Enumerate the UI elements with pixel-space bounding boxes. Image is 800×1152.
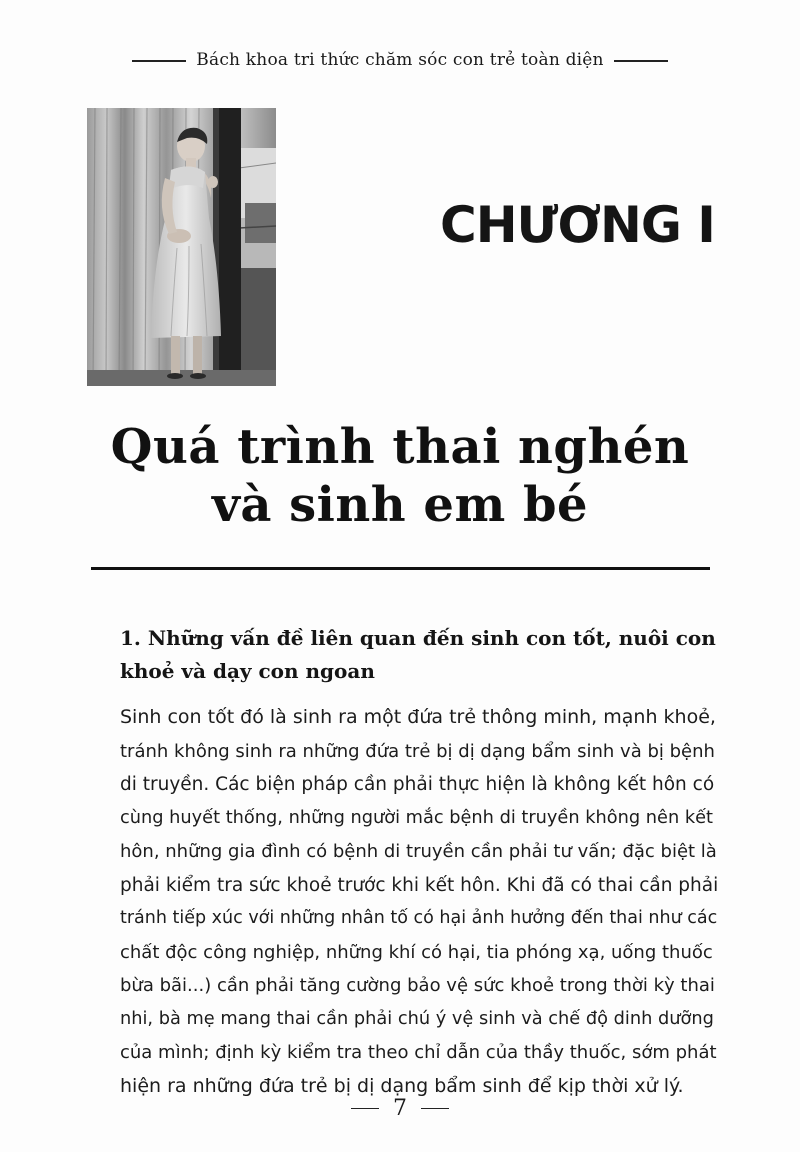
- body-line: di truyền. Các biện pháp cần phải thực hiện là không kết hôn có: [120, 774, 715, 795]
- chapter-heading: CHƯƠNG I: [440, 196, 715, 254]
- body-line: phải kiểm tra sức khoẻ trước khi kết hôn. Khi đã có thai cần phải: [120, 874, 719, 896]
- header-rule-left: [132, 60, 186, 62]
- chapter-title-line-2: và sinh em bé: [211, 477, 589, 533]
- pregnant-woman-photo: [87, 108, 276, 386]
- title-divider: [91, 567, 710, 570]
- body-line: cùng huyết thống, những người mắc bệnh di truyền không nên kết: [120, 807, 714, 828]
- body-line: hiện ra những đứa trẻ bị dị dạng bẩm sinh để kịp thời xử lý.: [120, 1074, 684, 1097]
- chapter-title-line-1: Quá trình thai nghén: [110, 419, 690, 475]
- body-paragraph: [120, 701, 720, 1103]
- body-line: chất độc công nghiệp, những khí có hại, tia phóng xạ, uống thuốc: [120, 941, 713, 963]
- page-number-dash-left: [351, 1108, 379, 1110]
- header-rule-right: [614, 60, 668, 62]
- body-line: nhi, bà mẹ mang thai cần phải chú ý vệ sinh và chế độ dinh dưỡng: [120, 1008, 714, 1029]
- body-line: Sinh con tốt đó là sinh ra một đứa trẻ thông minh, mạnh khoẻ,: [120, 706, 716, 728]
- chapter-title: [0, 418, 800, 534]
- page-number: 7: [393, 1096, 407, 1121]
- body-line: tránh không sinh ra những đứa trẻ bị dị dạng bẩm sinh và bị bệnh: [120, 740, 715, 762]
- section-heading: [120, 622, 720, 688]
- page-number-dash-right: [421, 1108, 449, 1110]
- body-line: của mình; định kỳ kiểm tra theo chỉ dẫn của thầy thuốc, sớm phát: [120, 1042, 717, 1063]
- section-heading-line-2: khoẻ và dạy con ngoan: [120, 659, 375, 683]
- page-footer: [0, 1096, 800, 1121]
- section-heading-line-1: 1. Những vấn đề liên quan đến sinh con tốt, nuôi con: [120, 626, 716, 650]
- body-line: tránh tiếp xúc với những nhân tố có hại ảnh hưởng đến thai như các: [120, 908, 718, 928]
- body-line: hôn, những gia đình có bệnh di truyền cần phải tư vấn; đặc biệt là: [120, 841, 717, 862]
- body-line: bừa bãi...) cần phải tăng cường bảo vệ sức khoẻ trong thời kỳ thai: [120, 975, 715, 996]
- running-header: [0, 50, 800, 70]
- running-title: Bách khoa tri thức chăm sóc con trẻ toàn diện: [196, 50, 604, 70]
